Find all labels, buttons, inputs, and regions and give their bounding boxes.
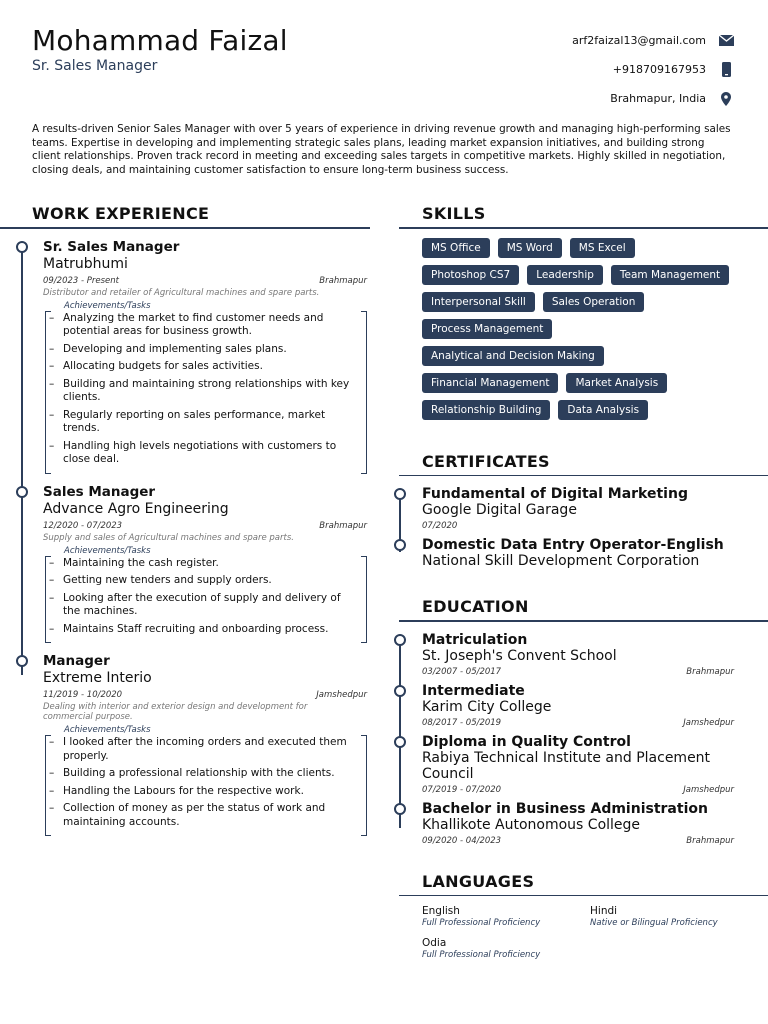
education-location: Jamshedpur xyxy=(683,717,734,728)
contact-email xyxy=(572,26,734,55)
candidate-title: Sr. Sales Manager xyxy=(32,58,158,74)
section-divider xyxy=(399,620,768,622)
email-text: arf2faizal13@gmail.com xyxy=(572,34,706,47)
language-level: Full Professional Proficiency xyxy=(422,950,541,960)
timeline-dot xyxy=(394,685,406,697)
skill-tag: Leadership xyxy=(527,265,603,285)
task-item: – I looked after the incoming orders and executed them properly. xyxy=(63,736,353,763)
certificate-meta xyxy=(422,521,734,531)
job-description: Distributor and retailer of Agricultural machines and spare parts. xyxy=(43,287,320,298)
section-divider xyxy=(399,227,768,229)
timeline-dot xyxy=(16,655,28,667)
phone-icon xyxy=(718,62,734,77)
education-meta xyxy=(422,836,734,846)
education-dates: 09/2020 - 04/2023 xyxy=(422,835,502,846)
job-entry xyxy=(0,239,370,474)
education-timeline xyxy=(399,632,768,846)
task-list xyxy=(45,556,367,644)
education-meta xyxy=(422,785,734,795)
job-title: Sr. Sales Manager xyxy=(43,238,180,255)
task-item: – Looking after the execution of supply and delivery of the machines. xyxy=(63,592,353,619)
education-school: St. Joseph's Convent School xyxy=(422,647,617,664)
timeline-dot xyxy=(394,803,406,815)
job-company: Advance Agro Engineering xyxy=(43,500,229,517)
language-entry xyxy=(590,905,750,929)
contact-location xyxy=(572,84,734,113)
job-description: Supply and sales of Agricultural machines and spare parts. xyxy=(43,532,294,543)
certificate-issuer: National Skill Development Corporation xyxy=(422,553,700,569)
job-company: Extreme Interio xyxy=(43,670,152,686)
task-item: – Regularly reporting on sales performance, market trends. xyxy=(63,409,353,436)
education-entry xyxy=(399,632,768,677)
task-item: – Handling high levels negotiations with customers to close deal. xyxy=(63,440,353,467)
job-entry xyxy=(0,484,370,644)
education-location: Jamshedpur xyxy=(683,784,734,795)
skill-tag: Relationship Building xyxy=(422,400,550,420)
skill-tag: MS Office xyxy=(422,238,490,258)
education-degree: Intermediate xyxy=(422,682,525,699)
skills-heading: SKILLS xyxy=(422,204,486,223)
certificate-title: Domestic Data Entry Operator-English xyxy=(422,537,724,553)
education-location: Brahmapur xyxy=(686,835,734,846)
achievements-label: Achievements/Tasks xyxy=(64,300,151,311)
task-list xyxy=(45,735,367,836)
timeline-dot xyxy=(394,488,406,500)
certificates-heading: CERTIFICATES xyxy=(422,451,550,471)
education-meta xyxy=(422,718,734,728)
certificate-issuer: Google Digital Garage xyxy=(422,502,577,518)
work-timeline xyxy=(0,239,370,837)
section-divider xyxy=(399,475,768,477)
summary-text: A results-driven Senior Sales Manager with over 5 years of experience in driving revenue growth and managing high-performing sales teams. Expertise in developing and implementing strategic sales plans, leading market expansion initiatives, and building strong client relationships. Proven track record in meeting and exceeding sales targets in competitive markets. Highly skilled in negotiation, closing deals, and maintaining customer satisfaction to ensure long-term business success. xyxy=(32,123,731,176)
task-list xyxy=(45,311,367,474)
section-divider xyxy=(399,895,768,897)
contact-phone xyxy=(572,55,734,84)
job-location: Jamshedpur xyxy=(316,690,367,700)
skill-tag: Market Analysis xyxy=(566,373,667,393)
job-description: Dealing with interior and exterior design and development for commercial purpose. xyxy=(43,702,308,722)
resume-header xyxy=(32,24,288,74)
certificate-entry xyxy=(399,486,768,531)
task-item: – Handling the Labours for the respective work. xyxy=(63,785,353,799)
job-title: Sales Manager xyxy=(43,483,156,500)
achievements-label: Achievements/Tasks xyxy=(64,725,151,735)
timeline-dot xyxy=(394,634,406,646)
education-entry xyxy=(399,734,768,795)
timeline-dot xyxy=(16,241,28,253)
skill-tag: Process Management xyxy=(422,319,552,339)
language-entry xyxy=(422,937,590,961)
education-dates: 07/2019 - 07/2020 xyxy=(422,784,502,795)
job-location: Brahmapur xyxy=(319,275,367,286)
education-dates: 03/2007 - 05/2017 xyxy=(422,666,502,677)
skills-list xyxy=(399,238,768,420)
phone-text: +918709167953 xyxy=(612,63,706,76)
education-heading: EDUCATION xyxy=(422,597,529,616)
job-dates: 09/2023 - Present xyxy=(43,275,120,286)
skill-tag: Photoshop CS7 xyxy=(422,265,519,285)
job-meta xyxy=(43,521,367,531)
skill-tag: Sales Operation xyxy=(543,292,645,312)
language-level: Native or Bilingual Proficiency xyxy=(590,918,718,928)
task-item: – Building and maintaining strong relationships with key clients. xyxy=(63,378,353,405)
bracket-right xyxy=(361,735,367,836)
skill-tag: Financial Management xyxy=(422,373,558,393)
task-item: – Getting new tenders and supply orders. xyxy=(63,574,353,588)
education-degree: Bachelor in Business Administration xyxy=(422,800,708,817)
certificate-date: 07/2020 xyxy=(422,521,458,531)
education-degree: Diploma in Quality Control xyxy=(422,733,631,750)
certificate-title: Fundamental of Digital Marketing xyxy=(422,486,688,502)
education-entry xyxy=(399,683,768,728)
location-text: Brahmapur, India xyxy=(610,92,706,105)
language-name: Odia xyxy=(422,937,447,949)
languages-list xyxy=(399,905,768,961)
education-school: Khallikote Autonomous College xyxy=(422,816,641,833)
task-item: – Collection of money as per the status of work and maintaining accounts. xyxy=(63,802,353,829)
skill-tag: Team Management xyxy=(611,265,729,285)
skill-tag: Analytical and Decision Making xyxy=(422,346,604,366)
job-entry xyxy=(0,653,370,836)
education-school: Karim City College xyxy=(422,698,552,715)
task-item: – Maintains Staff recruiting and onboarding process. xyxy=(63,623,353,637)
right-column xyxy=(399,204,768,961)
location-pin-icon xyxy=(718,92,734,106)
timeline-dot xyxy=(394,736,406,748)
language-entry xyxy=(422,905,590,929)
achievements-label: Achievements/Tasks xyxy=(64,545,151,556)
bracket-right xyxy=(361,311,367,474)
education-degree: Matriculation xyxy=(422,631,528,648)
education-dates: 08/2017 - 05/2019 xyxy=(422,717,502,728)
language-level: Full Professional Proficiency xyxy=(422,918,541,928)
work-experience-heading: WORK EXPERIENCE xyxy=(32,204,210,223)
timeline-dot xyxy=(16,486,28,498)
task-item: – Analyzing the market to find customer needs and potential areas for business growth. xyxy=(63,312,353,339)
language-name: English xyxy=(422,905,460,917)
task-item: – Allocating budgets for sales activities. xyxy=(63,360,353,374)
section-divider xyxy=(0,227,370,229)
task-item: – Developing and implementing sales plans. xyxy=(63,343,353,357)
education-entry xyxy=(399,801,768,846)
task-item: – Maintaining the cash register. xyxy=(63,557,353,571)
skill-tag: Data Analysis xyxy=(558,400,648,420)
education-meta xyxy=(422,667,734,677)
education-location: Brahmapur xyxy=(686,666,734,677)
certificate-entry xyxy=(399,537,768,569)
job-title: Manager xyxy=(43,653,110,669)
bracket-right xyxy=(361,556,367,644)
contact-block xyxy=(572,26,734,113)
left-column xyxy=(0,204,370,836)
language-name: Hindi xyxy=(590,905,618,917)
envelope-icon xyxy=(718,35,734,46)
job-company: Matrubhumi xyxy=(43,255,128,272)
job-meta xyxy=(43,276,367,286)
job-dates: 12/2020 - 07/2023 xyxy=(43,520,123,531)
job-dates: 11/2019 - 10/2020 xyxy=(43,690,123,700)
job-meta xyxy=(43,690,367,700)
skill-tag: Interpersonal Skill xyxy=(422,292,535,312)
languages-heading: LANGUAGES xyxy=(422,871,535,891)
task-item: – Building a professional relationship with the clients. xyxy=(63,767,353,781)
certificates-timeline xyxy=(399,486,768,569)
skill-tag: MS Excel xyxy=(570,238,635,258)
skill-tag: MS Word xyxy=(498,238,562,258)
education-school: Rabiya Technical Institute and Placement Council xyxy=(422,749,711,782)
timeline-dot xyxy=(394,539,406,551)
candidate-name: Mohammad Faizal xyxy=(32,24,288,57)
job-location: Brahmapur xyxy=(319,520,367,531)
